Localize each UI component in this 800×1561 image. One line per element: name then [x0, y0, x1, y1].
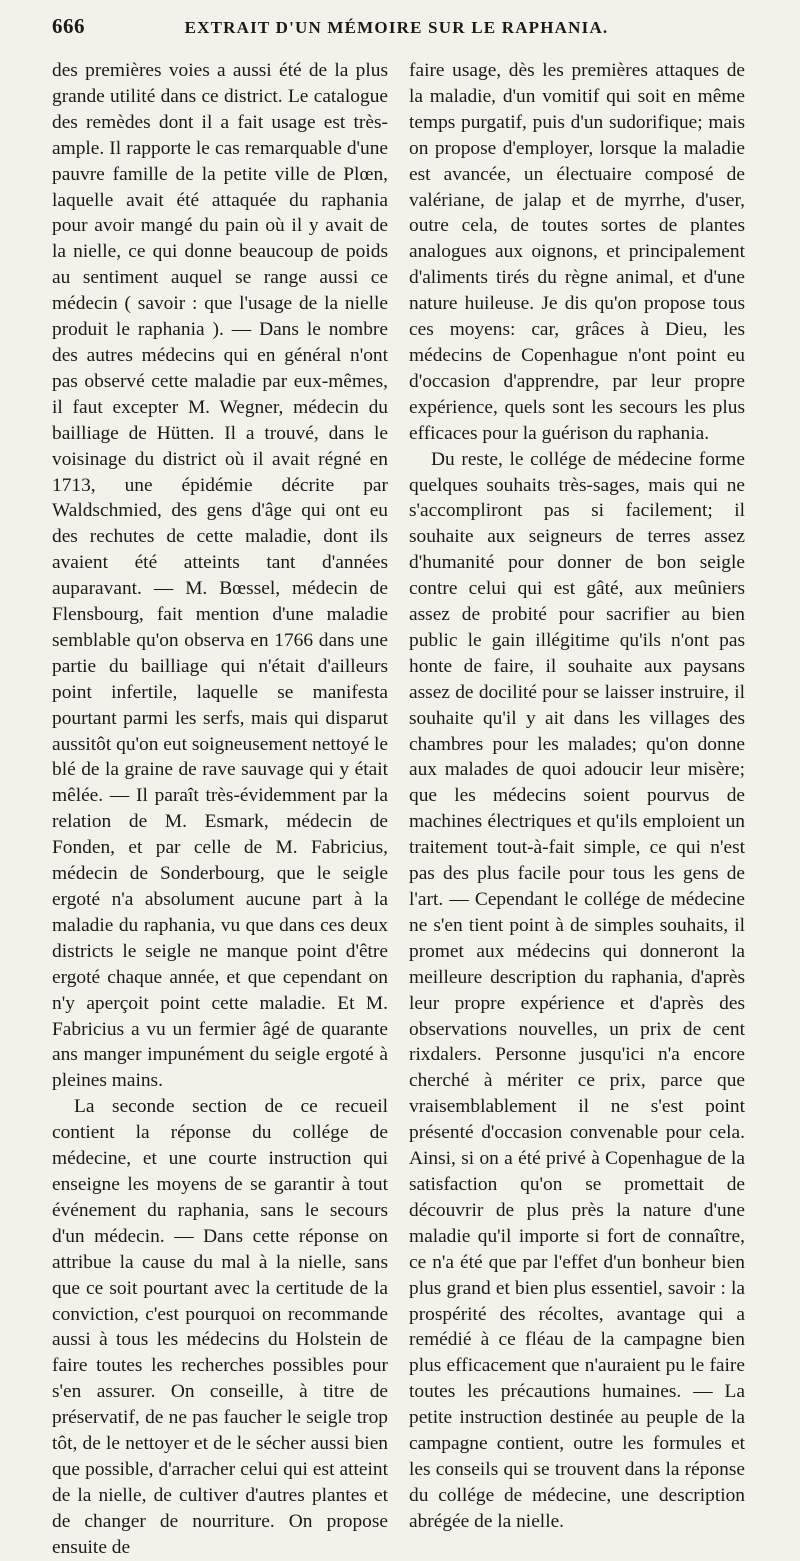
- paragraph: La seconde section de ce recueil contient la réponse du collége de médecine, et une courte instruction qui enseigne les moyens de se garantir à tout événement du raphania, sans le secours d'un médecin. — Dans cette réponse on attribue la cause du mal à la nielle, sans que ce soit pourtant avec la certitude de la conviction, c'est pourquoi on recommande aussi à tous les médecins du Holstein de faire toutes les recherches possibles pour s'en assurer. On conseille, à titre de préservatif, de ne pas faucher le seigle trop tôt, de le nettoyer et de le sécher aussi bien que possible, d'arracher celui qui est atteint de la nielle, de cultiver d'autres plantes et de changer de nourriture. On propose ensuite de: [52, 1096, 388, 1558]
- running-head: [52, 14, 748, 42]
- paragraph: des premières voies a aussi été de la plus grande utilité dans ce district. Le catalogue des remèdes dont il a fait usage est très-ample. Il rapporte le cas remarquable d'une pauvre famille de la petite ville de Plœn, laquelle avait été attaquée du raphania pour avoir mangé du pain où il y avait de la nielle, ce qui donne beaucoup de poids au sentiment auquel se range aussi ce médecin ( savoir : que l'usage de la nielle produit le raphania ). — Dans le nombre des autres médecins qui en général n'ont pas observé cette maladie par eux-mêmes, il faut excepter M. Wegner, médecin du bailliage de Hütten. Il a trouvé, dans le voisinage du district où il avait régné en 1713, une épidémie décrite par Waldschmied, des gens d'âge qui ont eu des rechutes de cette maladie, dont ils avaient été atteints tant d'années auparavant. — M. Bœssel, médecin de Flensbourg, fait mention d'une maladie semblable qu'on observa en 1766 dans une partie du bailliage qui n'était d'ailleurs point infertile, laquelle se manifesta pourtant parmi les serfs, mais qui disparut aussitôt qu'on eut soigneusement nettoyé le blé de la graine de rave sauvage qui y était mêlée. — Il paraît très-évidemment par la relation de M. Esmark, médecin de Fonden, et par celle de M. Fabricius, médecin de Sonderbourg, que le seigle ergoté n'a absolument aucune part à la maladie du raphania, vu que dans ces deux districts le seigle ne manque point d'être ergoté chaque année, et que cependant on n'y aperçoit point cette maladie. Et M. Fabricius a vu un fermier âgé de quarante ans manger impunément du seigle ergoté à pleines mains.: [52, 60, 388, 1092]
- running-title: EXTRAIT D'UN MÉMOIRE SUR LE RAPHANIA.: [184, 18, 609, 37]
- left-column: [52, 58, 388, 1561]
- paragraph: Du reste, le collége de médecine forme quelques souhaits très-sages, mais qui ne s'accompliront pas si facilement; il souhaite aux seigneurs de terres assez d'humanité pour donner de bon seigle contre celui qui est gâté, aux meûniers assez de probité pour sacrifier au bien public le gain illégitime qu'ils n'ont pas honte de faire, il souhaite aux paysans assez de docilité pour se laisser instruire, il souhaite qu'il y ait dans les villages des chambres pour les malades; qu'on donne aux malades de quoi adoucir leur misère; que les médecins soient pourvus de machines électriques et qu'ils emploient un traitement tout-à-fait simple, ce qui n'est pas des plus facile pour tous les gens de l'art. — Cependant le collége de médecine ne s'en tient point à de simples souhaits, il promet aux médecins qui donneront la meilleure description du raphania, d'après leur propre expérience et d'après des observations nouvelles, un prix de cent rixdalers. Personne jusqu'ici n'a encore cherché à mériter ce prix, parce que vraisemblablement il ne s'est point présenté d'occasion convenable pour cela. Ainsi, si on a été privé à Copenhague de la satisfaction qu'on se promettait de découvrir de plus près la nature d'une maladie qu'il importe si fort de connaître, ce n'a été que par l'effet d'un bonheur bien plus grand et bien plus essentiel, savoir : la prospérité des récoltes, avantage qui a remédié à ce fléau de la campagne bien plus efficacement que n'auraient pu le faire toutes les précautions humaines. — La petite instruction destinée au peuple de la campagne contient, outre les formules et les conseils qui se trouvent dans la réponse du collége de médecine, une description abrégée de la nielle.: [409, 448, 745, 1532]
- paragraph: faire usage, dès les premières attaques de la maladie, d'un vomitif qui soit en même temps purgatif, puis d'un sudorifique; mais on propose d'employer, lorsque la maladie est avancée, un électuaire composé de valériane, de jalap et de myrrhe, d'user, outre cela, de toutes sortes de plantes analogues aux oignons, et principalement d'aliments tirés du règne animal, et d'une nature huileuse. Je dis qu'on propose tous ces moyens: car, grâces à Dieu, les médecins de Copenhague n'ont point eu d'occasion d'apprendre, par leur propre expérience, quels sont les secours les plus efficaces pour la guérison du raphania.: [409, 60, 745, 444]
- page-number: 666: [52, 14, 85, 38]
- right-column: [409, 58, 745, 1535]
